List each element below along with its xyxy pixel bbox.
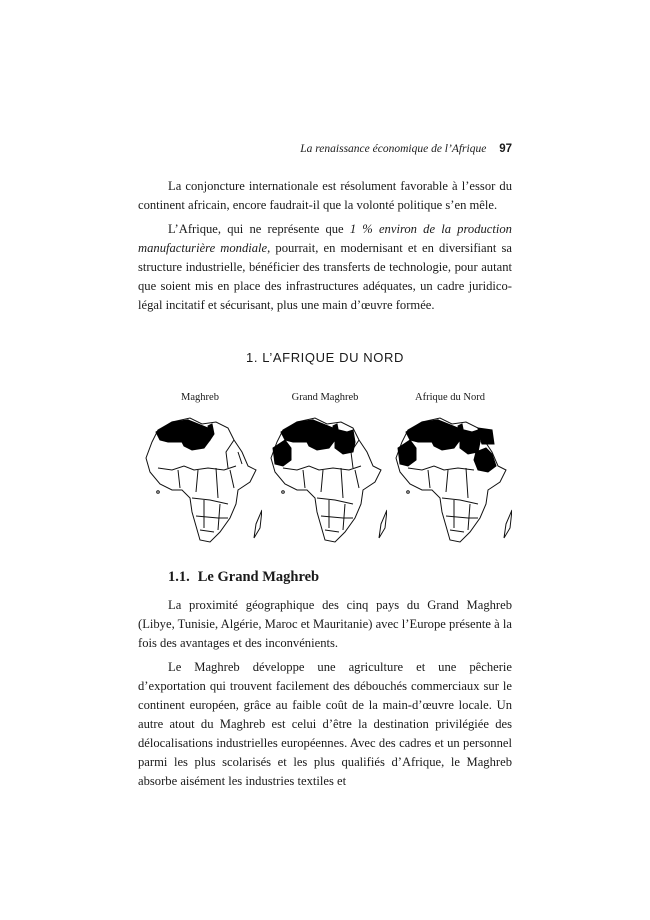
paragraph-text: L’Afrique, qui ne représente que — [168, 222, 350, 236]
paragraph: La proximité géographique des cinq pays du Grand Maghreb (Libye, Tunisie, Algérie, Maroc et Mauritanie) avec l’Europe présente à la fois des avantages et des inconvénients. — [138, 598, 512, 650]
subsection-title: Le Grand Maghreb — [197, 569, 320, 585]
africa-map-maghreb-icon — [138, 408, 262, 548]
paragraph-text: , pourrait, en modernisant et en diversifiant sa structure industrielle, bénéficier des transferts de technologie, pour autant que soient mis en place des infrastructures adéquates, un cadre juridico-légal incitatif et sécurisant, plus une main d’œuvre formée. — [138, 241, 512, 312]
running-title: La renaissance économique de l’Afrique — [300, 143, 487, 155]
map-label: Grand Maghreb — [291, 392, 359, 403]
subsection-number: 1.1. — [168, 569, 190, 585]
map-panel-grand-maghreb — [263, 392, 387, 548]
map-panel-maghreb — [138, 392, 262, 548]
paragraph — [138, 220, 512, 315]
section-title: 1. L’AFRIQUE DU NORD — [246, 350, 404, 365]
africa-map-north-africa-icon — [388, 408, 512, 548]
body-text-bottom — [138, 596, 512, 796]
map-panel-north-africa — [388, 392, 512, 548]
subsection-heading — [168, 569, 319, 586]
map-label: Maghreb — [181, 392, 219, 403]
running-header — [138, 143, 512, 155]
africa-map-grand-maghreb-icon — [263, 408, 387, 548]
paragraph: La conjoncture internationale est résolument favorable à l’essor du continent africain, encore faudrait-il que la volonté politique s’en mêle. — [138, 179, 512, 212]
body-text-top — [138, 177, 512, 320]
emphasis-text: 1 % environ de la production manufacturière mondiale — [138, 222, 512, 255]
africa-maps-figure — [138, 392, 512, 552]
paragraph: Le Maghreb développe une agriculture et une pêcherie d’exportation qui trouvent facilement des débouchés commerciaux sur le continent européen, grâce au faible coût de la main-d’œuvre locale. Un autre atout du Maghreb est celui d’être la destination privilégiée des délocalisations industrielles européennes. Avec des cadres et un personnel parmi les plus scolarisés et les plus qualifiés d’Afrique, le Maghreb absorbe aisément les industries textiles et — [138, 660, 512, 788]
map-label: Afrique du Nord — [415, 392, 485, 403]
page-number: 97 — [499, 143, 512, 155]
